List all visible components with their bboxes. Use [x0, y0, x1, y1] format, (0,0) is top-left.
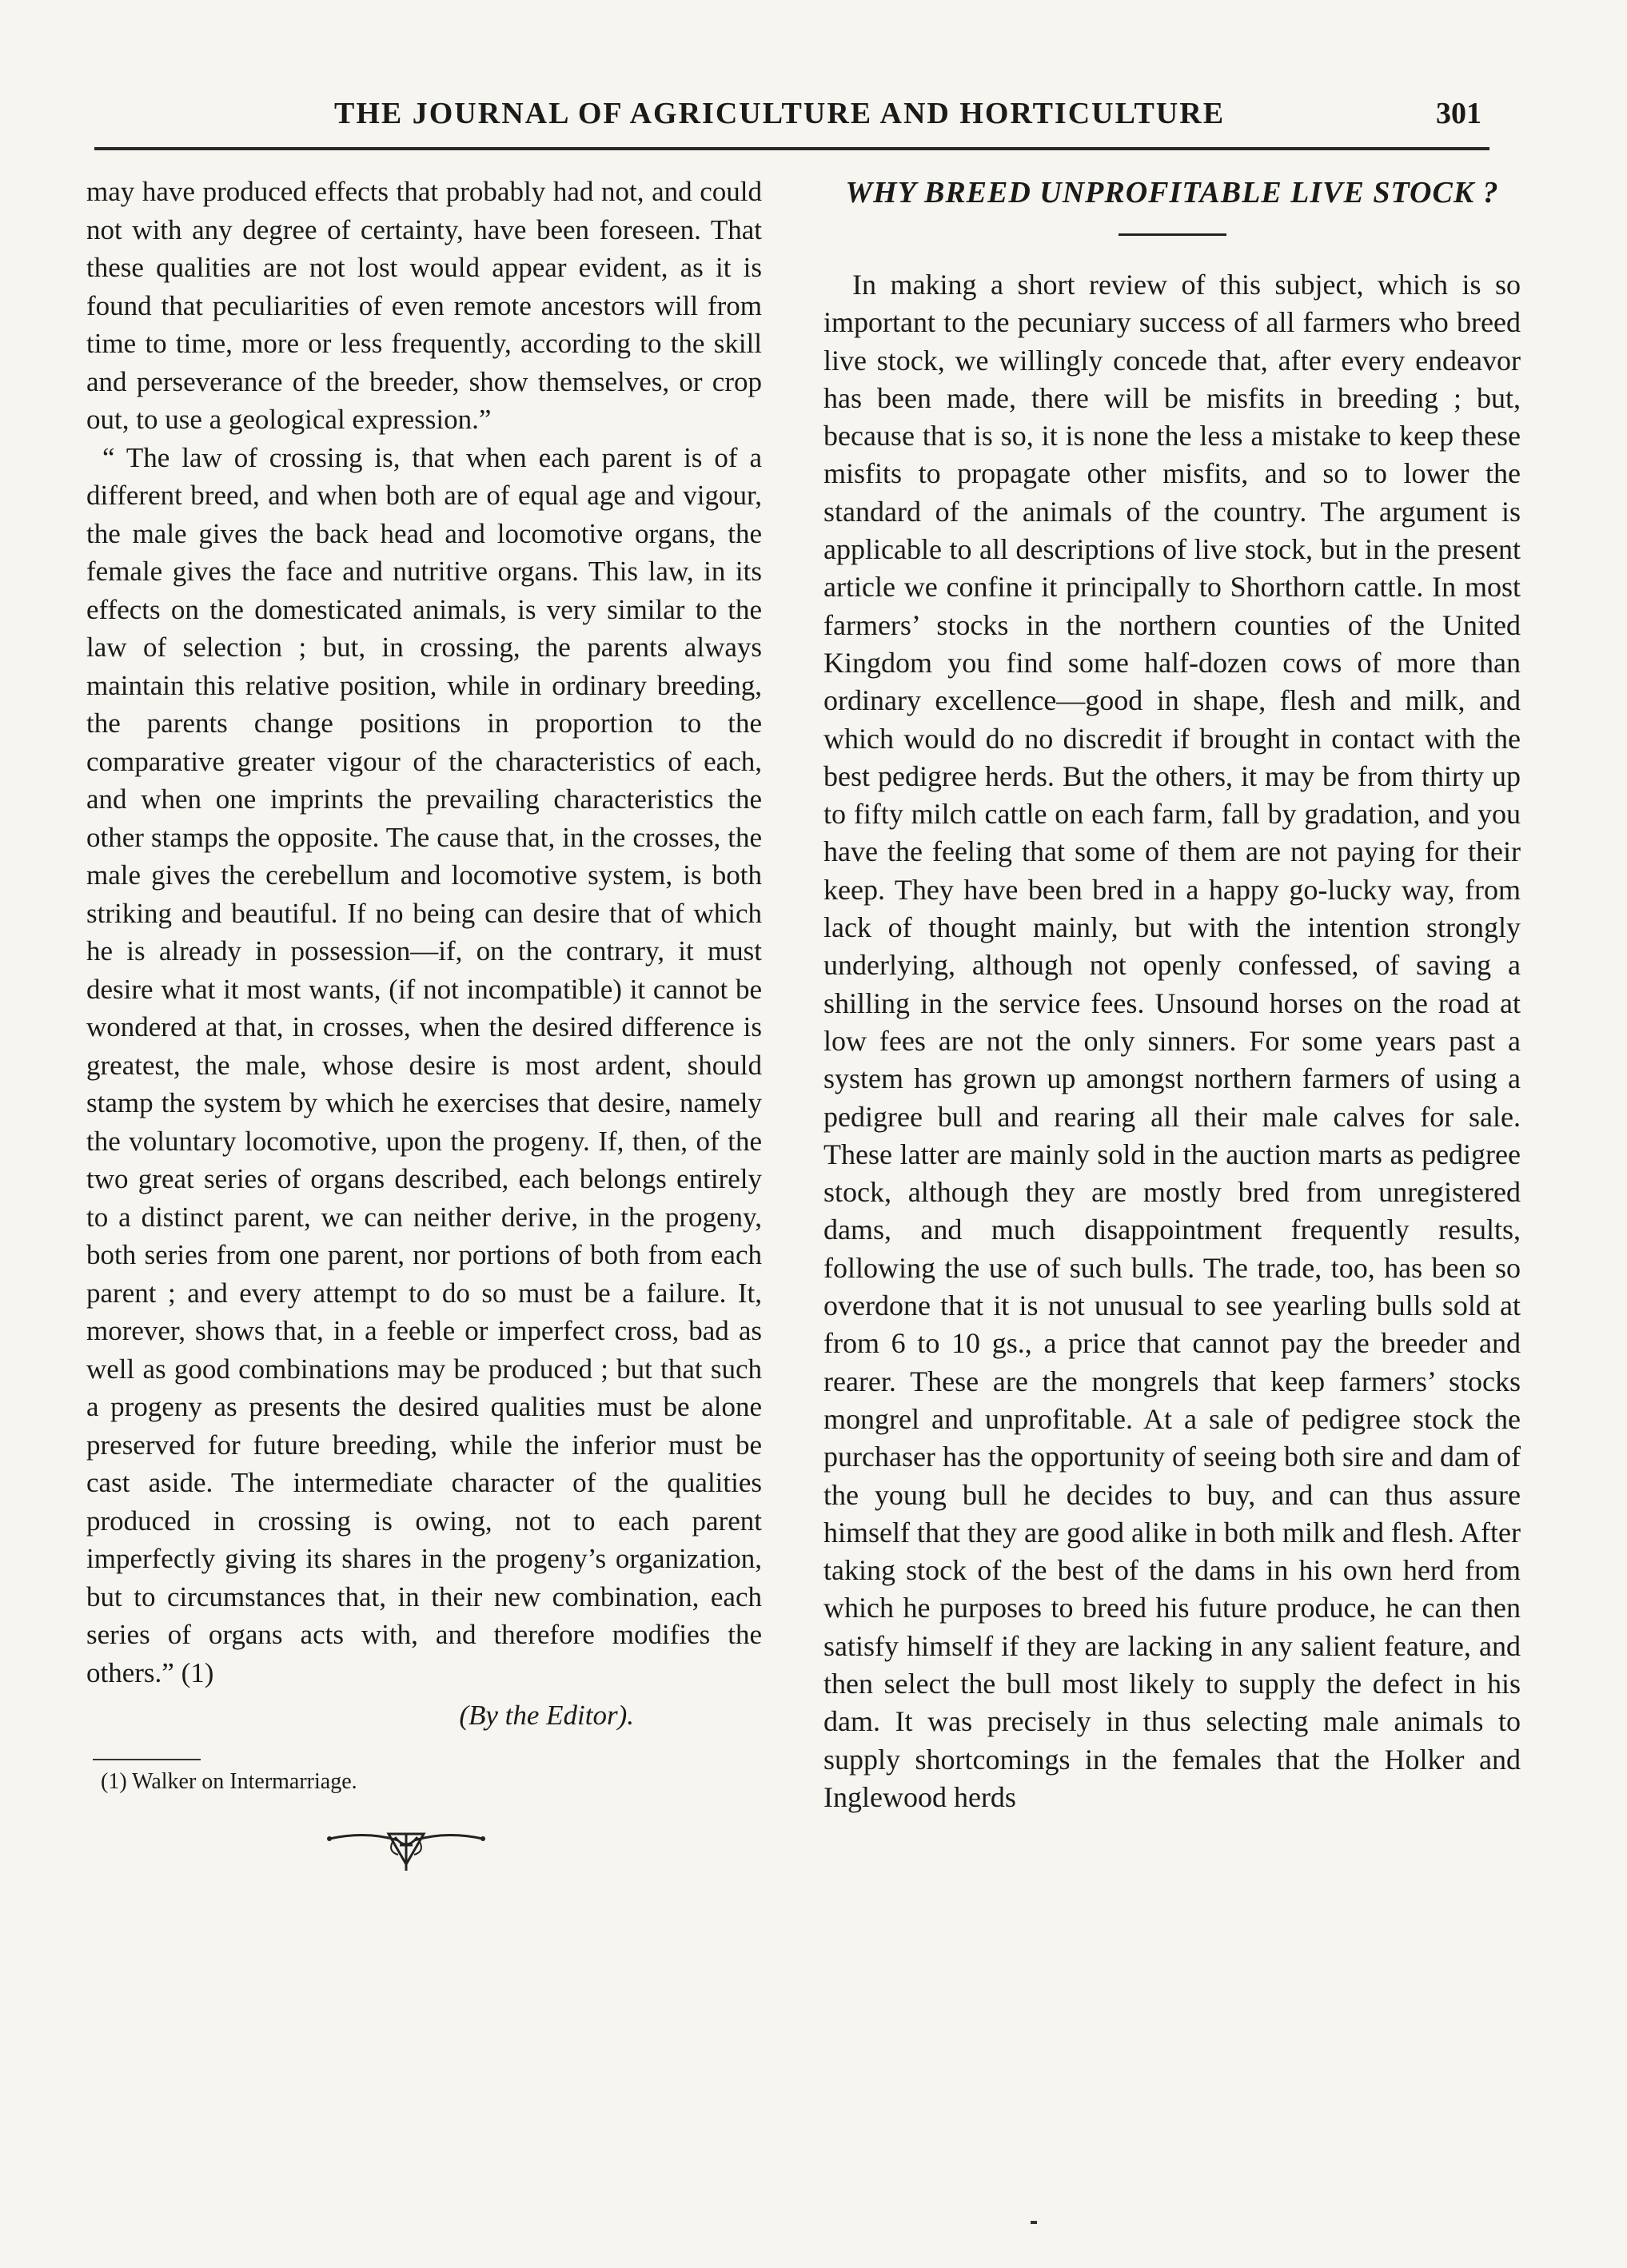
article-body: In making a short review of this subject, which is so important to the pecuniary success of all farmers who breed live stock, we willingly concede that, after every endeavor has been made, there will be misfits in breeding ; but, because that is so, it is none the less a mistake to keep these misfits to propagate other misfits, and so to lower the standard of the animals of the country. The argument is applicable to all descriptions of live stock, but in the present article we confine it principally to Shorthorn cattle. In most farmers’ stocks in the northern counties of the United Kingdom you find some half-dozen cows of more than ordinary excellence—good in shape, flesh and milk, and which would do no discredit if brought in contact with the best pedigree herds. But the others, it may be from thirty up to fifty milch cattle on each farm, fall by gradation, and you have the feeling that some of them are not paying for their keep. They have been bred in a happy go-lucky way, from lack of thought mainly, but with the intention strongly underlying, although not openly confessed, of saving a shilling in the service fees. Unsound horses on the road at low fees are not the only sinners. For some years past a system has grown up amongst northern farmers of using a pedigree bull and rearing all their male calves for sale. These latter are mainly sold in the auction marts as pedigree stock, although they are mostly bred from unregistered dams, and much disappointment frequently results, following the use of such bulls. The trade, too, has been so overdone that it is not unusual to see yearling bulls sold at from 6 to 10 gs., a price that cannot pay the breeder and rearer. These are the mongrels that keep farmers’ stocks mongrel and unprofitable. At a sale of pedigree stock the purchaser has the opportunity of seeing both sire and dam of the young bull he decides to buy, and can thus assure himself that they are good alike in both milk and flesh. After taking stock of the best of the dams in his own herd from which he purposes to breed his future produce, he can then satisfy himself if they are lacking in any salient feature, and then select the bull most likely to supply the defect in his dam. It was precisely in thus selecting male animals to supply shortcomings in the females that the Holker and Inglewood herds [823, 269, 1521, 1813]
page-mark [1031, 2221, 1037, 2224]
left-column [86, 173, 762, 1874]
running-title: THE JOURNAL OF AGRICULTURE AND HORTICULTURE [334, 97, 1226, 130]
header-rule [94, 147, 1489, 150]
footnote: (1) Walker on Intermarriage. [101, 1768, 357, 1794]
right-column [823, 171, 1521, 1816]
article-title: WHY BREED UNPROFITABLE LIVE STOCK ? [845, 176, 1499, 209]
ornament-icon [326, 1824, 486, 1874]
left-paragraph: “ The law of crossing is, that when each parent is of a different breed, and when both are of equal age and vigour, the male gives the back head and locomotive organs, the female gives the face and nutritive organs. This law, in its effects on the domesticated animals, is very similar to the law of selection ; but, in crossing, the parents always maintain this relative position, while in ordinary breeding, the parents change positions in proportion to the comparative greater vigour of the characteristics of each, and when one imprints the prevailing characteristics the other stamps the opposite. The cause that, in the crosses, the male gives the cerebellum and locomotive system, is both striking and beautiful. If no being can desire that of which he is already in possession—if, on the contrary, it must desire what it most wants, (if not incompatible) it cannot be wondered at that, in crosses, when the desired difference is greatest, the male, whose desire is most ardent, should stamp the system by which he exercises that desire, namely the voluntary locomotive, upon the progeny. If, then, of the two great series of organs described, each belongs entirely to a distinct parent, we can neither derive, in the progeny, both series from one parent, nor portions of both from each parent ; and every attempt to do so must be a failure. It, morever, shows that, in a feeble or imperfect cross, bad as well as good combinations may be produced ; but that such a progeny as presents the desired qualities must be alone preserved for future breeding, while the inferior must be cast aside. The intermediate character of the qualities produced in crossing is owing, not to each parent imperfectly giving its shares in the progeny’s organization, but to circumstances that, in their new combination, each series of organs acts with, and therefore modifies the others.” (1) [86, 441, 762, 1688]
page-number: 301 [1436, 97, 1481, 130]
title-rule [1119, 233, 1226, 236]
byline: (By the Editor). [459, 1700, 634, 1731]
footnote-rule [93, 1759, 201, 1760]
left-paragraph: may have produced effects that probably had not, and could not with any degree of certainty, have been foreseen. That these qualities are not lost would appear evident, as it is found that peculiarities of even remote ancestors will from time to time, more or less frequently, according to the skill and perseverance of the breeder, show themselves, or crop out, to use a geological expression.” [86, 176, 762, 435]
page-header [94, 91, 1489, 142]
